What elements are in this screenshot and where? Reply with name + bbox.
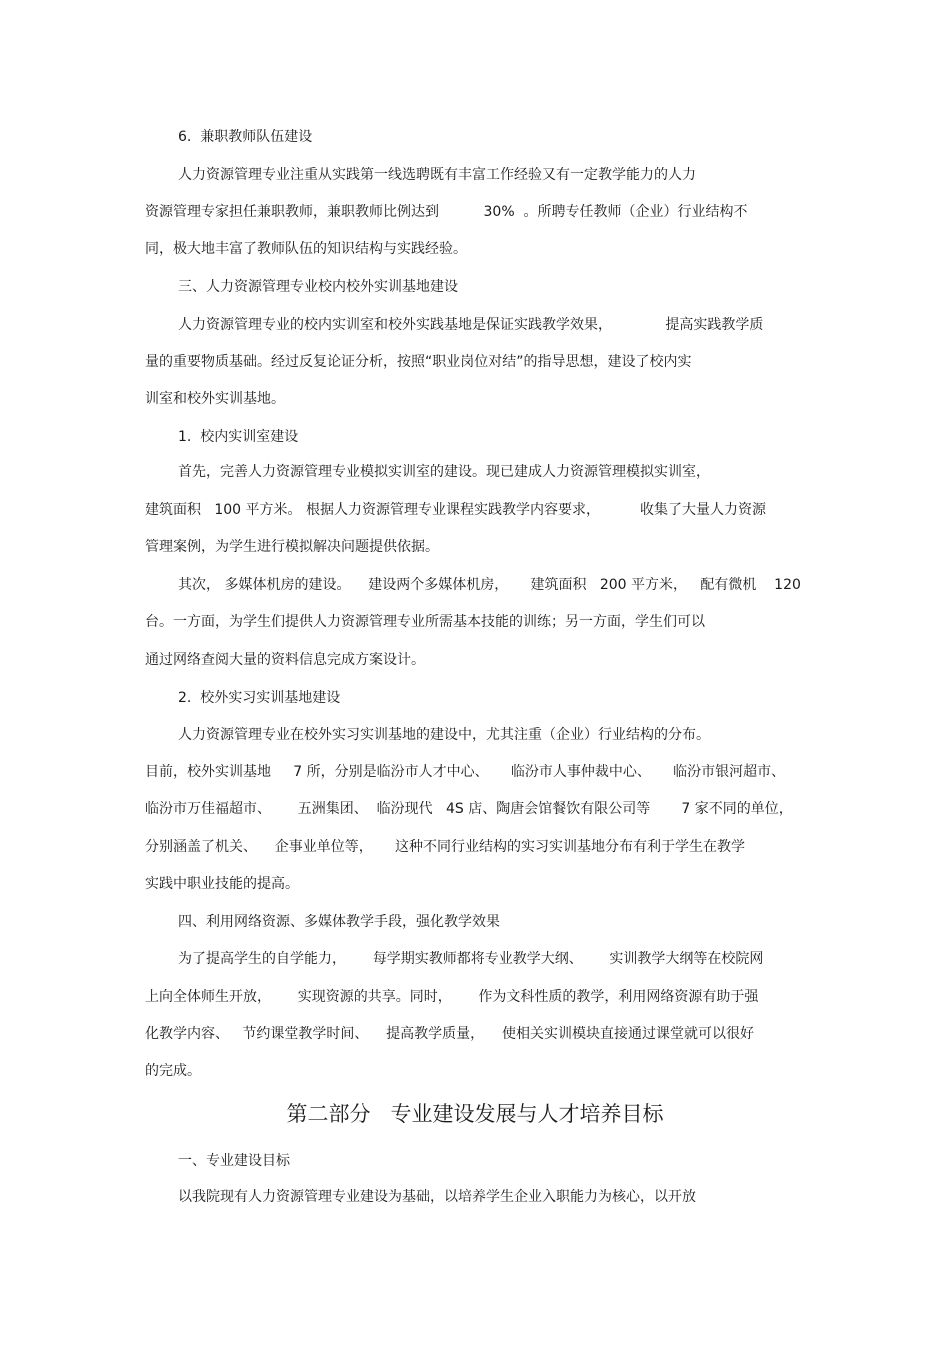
- paragraph-line: 训室和校外实训基地。: [145, 391, 285, 407]
- paragraph-line: 临汾市万佳福超市、 五洲集团、 临汾现代 4S 店、陶唐会馆餐饮有限公司等 7 家不同的单位，: [145, 801, 793, 817]
- paragraph-line: 建筑面积 100 平方米。 根据人力资源管理专业课程实践教学内容要求， 收集了大量人力资源: [145, 502, 767, 518]
- paragraph-line: 量的重要物质基础。经过反复论证分析，按照“职业岗位对结”的指导思想，建设了校内实: [145, 354, 692, 370]
- paragraph-line: 资源管理专家担任兼职教师，兼职教师比例达到 30% 。所聘专任教师（企业）行业结构不: [145, 204, 748, 220]
- paragraph-line: 上向全体师生开放， 实现资源的共享。同时， 作为文科性质的教学，利用网络资源有助于强: [145, 989, 759, 1005]
- subsection-heading-2: 2. 校外实习实训基地建设: [178, 690, 341, 706]
- paragraph-line: 通过网络查阅大量的资料信息完成方案设计。: [145, 652, 425, 668]
- paragraph-line: 为了提高学生的自学能力， 每学期实教师都将专业教学大纲、 实训教学大纲等在校院网: [178, 951, 764, 967]
- paragraph-line: 同，极大地丰富了教师队伍的知识结构与实践经验。: [145, 241, 467, 257]
- part-title: 第二部分 专业建设发展与人才培养目标: [286, 1102, 664, 1126]
- paragraph-line: 实践中职业技能的提高。: [145, 876, 299, 892]
- paragraph-line: 其次， 多媒体机房的建设。 建设两个多媒体机房， 建筑面积 200 平方米， 配有微机 120: [178, 577, 801, 593]
- paragraph-line: 的完成。: [145, 1063, 201, 1079]
- paragraph-line: 化教学内容、 节约课堂教学时间、 提高教学质量， 使相关实训模块直接通过课堂就可以很好: [145, 1026, 754, 1042]
- paragraph-line: 以我院现有人力资源管理专业建设为基础，以培养学生企业入职能力为核心，以开放: [178, 1189, 696, 1205]
- section-heading-4: 四、利用网络资源、多媒体教学手段，强化教学效果: [178, 914, 500, 930]
- paragraph-line: 人力资源管理专业的校内实训室和校外实践基地是保证实践教学效果， 提高实践教学质: [178, 317, 764, 333]
- paragraph-line: 人力资源管理专业注重从实践第一线选聘既有丰富工作经验又有一定教学能力的人力: [178, 167, 696, 183]
- paragraph-line: 分别涵盖了机关、 企事业单位等， 这种不同行业结构的实习实训基地分布有利于学生在教学: [145, 839, 746, 855]
- paragraph-line: 台。一方面，为学生们提供人力资源管理专业所需基本技能的训练；另一方面，学生们可以: [145, 614, 705, 630]
- section-heading-6: 6. 兼职教师队伍建设: [178, 129, 313, 145]
- paragraph-line: 人力资源管理专业在校外实习实训基地的建设中，尤其注重（企业）行业结构的分布。: [178, 727, 710, 743]
- subsection-heading-1: 1. 校内实训室建设: [178, 429, 299, 445]
- paragraph-line: 首先，完善人力资源管理专业模拟实训室的建设。现已建成人力资源管理模拟实训室，: [178, 464, 710, 480]
- section-heading-1: 一、专业建设目标: [178, 1153, 290, 1169]
- paragraph-line: 管理案例，为学生进行模拟解决问题提供依据。: [145, 539, 439, 555]
- section-heading-3: 三、人力资源管理专业校内校外实训基地建设: [178, 279, 458, 295]
- paragraph-line: 目前，校外实训基地 7 所，分别是临汾市人才中心、 临汾市人事仲裁中心、 临汾市银河超市、: [145, 764, 786, 780]
